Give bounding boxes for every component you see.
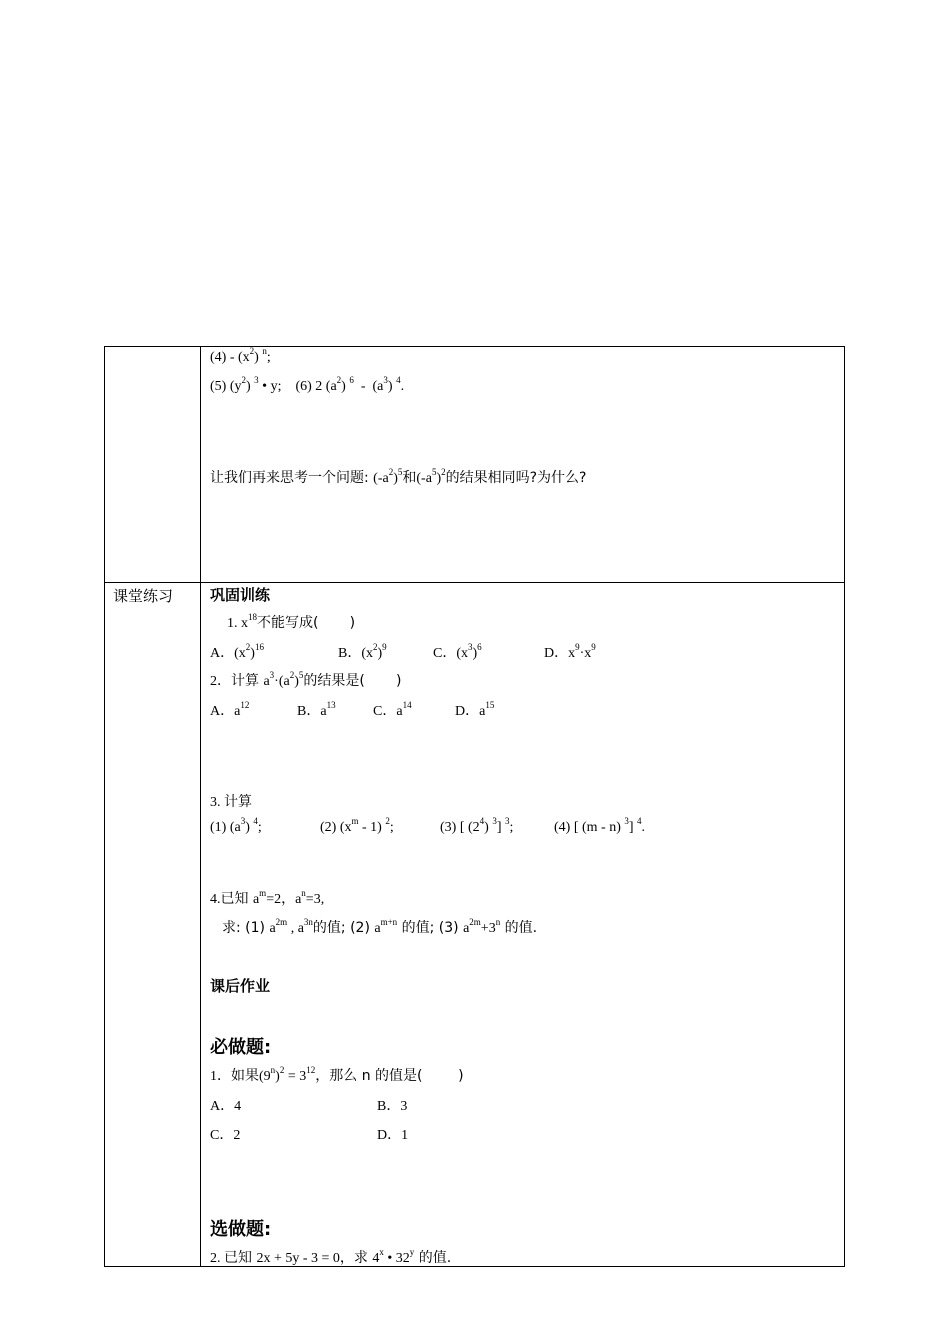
optional-question-2: 2. 已知 2x + 5y - 3 = 0，求 4$^x$ • 32$^y$ 的值. [210,1247,452,1266]
heading-optional: 选做题: [210,1219,272,1240]
column-divider [200,347,201,1266]
question-3-title: 3. 计算 [210,794,252,810]
question-1: 1. $x^{18}$不能写成( ) [227,612,356,631]
think-question: 让我们再来思考一个问题: $(-a^2)^5$和$(-a^5)^2$的结果相同吗?为什么? [210,467,587,486]
exercise-5-6: (5) $(y^2)$ $^3$ • y; (6) 2 $(a^2)$ $^6 - (a^3)$ $^4$. [210,375,405,394]
required-question-1-options-c-d: C．2 D．1 [210,1128,409,1143]
question-4-ask: 求: (1) $a^{2m}$ , $a^{3n}$的值; (2) $a^{m+n}$ 的值; (3) $a^{2m}+3^n$ 的值. [222,917,538,936]
question-4-given: 4.已知 $a^m=2$，$a^n=3$, [210,888,325,907]
row-label-classroom-practice: 课堂练习 [113,587,174,605]
required-question-1: 1．如果$(9^n)^2 = 3^{12}$，那么 n 的值是( ) [210,1065,464,1084]
question-3-items: (1) $(a^3)$ $^4$; (2) $(x^m - 1)$ $^2$; (3) [ $(2^4)$ $^3$] $^3$; (4) [ (m - n) $^3$] $^4$. [210,816,646,835]
question-2-options: A．$a^{12}$ B．$a^{13}$ C．$a^{14}$ D．$a^{15}$ [210,700,495,719]
question-2: 2．计算 $a^3\cdot(a^2)^5$的结果是( ) [210,670,402,689]
question-1-options: A．$(x^2)^{16}$ B．$(x^2)^9$ C．$(x^3)^6$ D．$x^9\cdot x^9$ [210,642,596,661]
exercise-4: $(4) - (x^2)$ $^n$; [210,346,271,365]
heading-consolidation: 巩固训练 [210,586,271,604]
heading-required: 必做题: [210,1037,272,1058]
required-question-1-options-a-b: A．4 B．3 [210,1099,408,1114]
heading-homework: 课后作业 [210,977,271,995]
lesson-table [104,346,845,1267]
